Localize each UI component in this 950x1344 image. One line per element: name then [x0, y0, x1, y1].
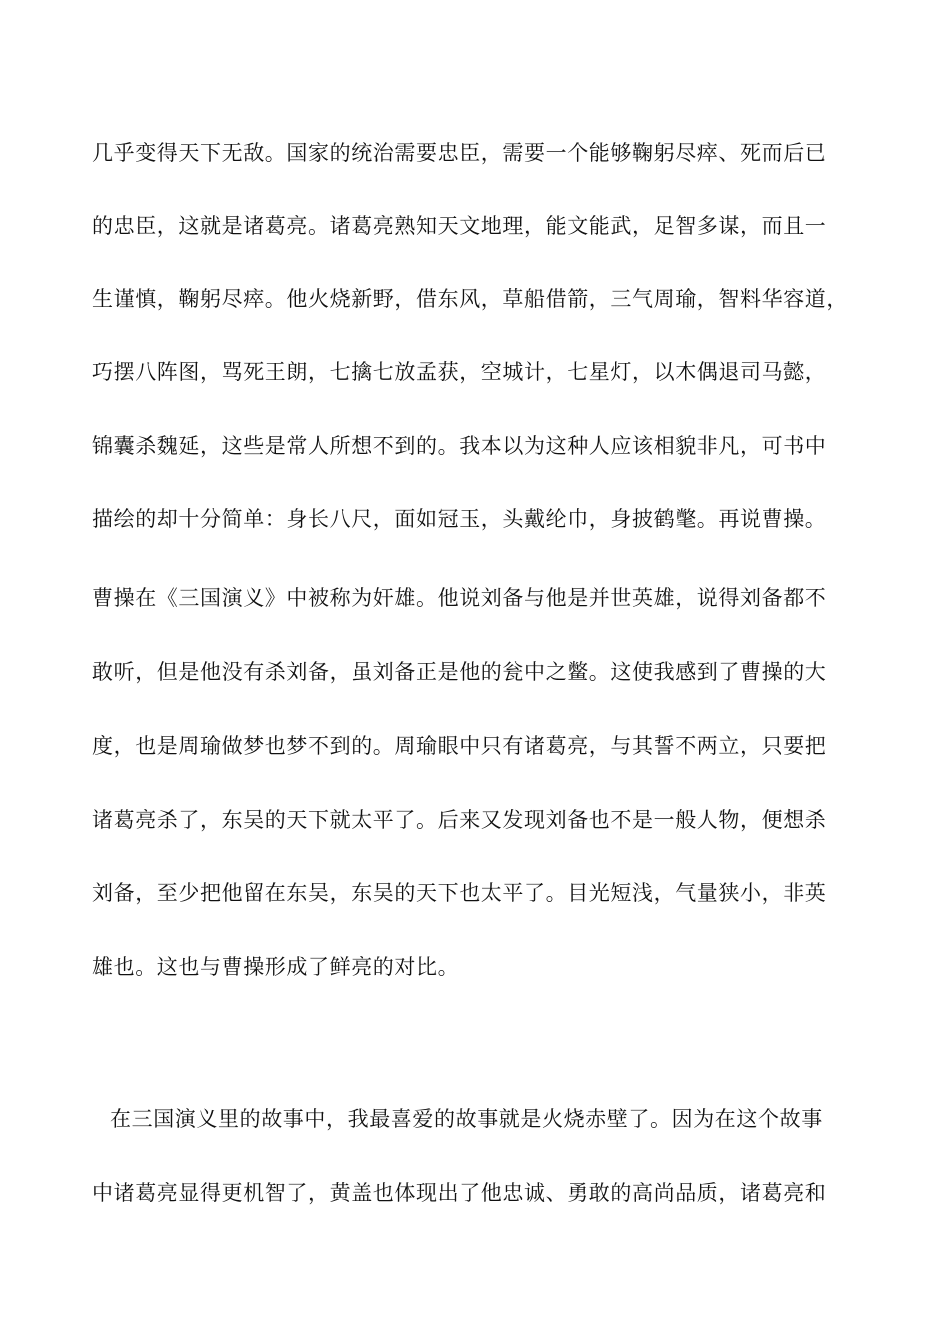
text-line: 敢听，但是他没有杀刘备，虽刘备正是他的瓮中之鳖。这使我感到了曹操的大	[92, 660, 827, 684]
text-line: 中诸葛亮显得更机智了，黄盖也体现出了他忠诚、勇敢的高尚品质，诸葛亮和	[92, 1181, 827, 1205]
text-line: 的忠臣，这就是诸葛亮。诸葛亮熟知天文地理，能文能武，足智多谋，而且一	[92, 214, 827, 238]
text-line: 诸葛亮杀了，东吴的天下就太平了。后来又发现刘备也不是一般人物，便想杀	[92, 808, 827, 832]
text-line: 在三国演义里的故事中，我最喜爱的故事就是火烧赤壁了。因为在这个故事	[110, 1107, 823, 1131]
text-line: 度，也是周瑜做梦也梦不到的。周瑜眼中只有诸葛亮，与其誓不两立，只要把	[92, 734, 827, 758]
text-line: 刘备，至少把他留在东吴，东吴的天下也太平了。目光短浅，气量狭小，非英	[92, 881, 827, 905]
text-line: 锦囊杀魏延，这些是常人所想不到的。我本以为这种人应该相貌非凡，可书中	[92, 434, 827, 458]
text-line: 生谨慎，鞠躬尽瘁。他火烧新野，借东风，草船借箭，三气周瑜，智料华容道，	[92, 287, 848, 311]
text-line: 巧摆八阵图，骂死王朗，七擒七放孟获，空城计，七星灯，以木偶退司马懿，	[92, 360, 827, 384]
text-line: 描绘的却十分简单：身长八尺，面如冠玉，头戴纶巾，身披鹤氅。再说曹操。	[92, 507, 827, 531]
text-line: 几乎变得天下无敌。国家的统治需要忠臣，需要一个能够鞠躬尽瘁、死而后已	[92, 141, 827, 165]
text-line: 曹操在《三国演义》中被称为奸雄。他说刘备与他是并世英雄，说得刘备都不	[92, 586, 827, 610]
text-line: 雄也。这也与曹操形成了鲜亮的对比。	[92, 955, 460, 979]
